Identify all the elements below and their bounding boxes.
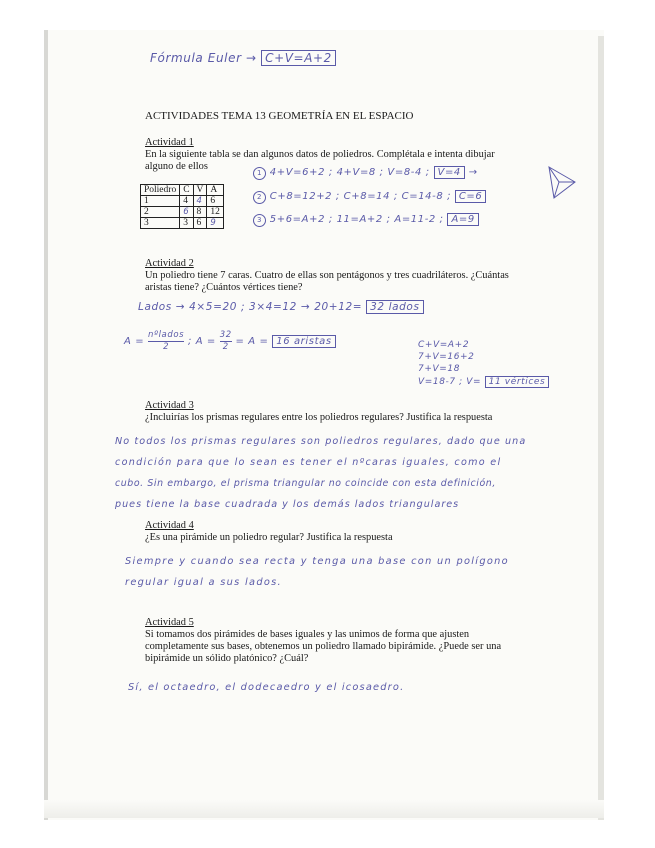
- activity-5-prompt-line-2: completamente sus bases, obtenemos un poliedro llamado bipirámide. ¿Puede ser una: [145, 641, 502, 652]
- lados-answer-boxed: 32 lados: [366, 300, 423, 314]
- euler-line-2: 7+V=16+2: [418, 352, 475, 362]
- euler-line-1: C+V=A+2: [418, 340, 470, 350]
- work-text: 5+6=A+2 ; 11=A+2 ; A=11-2 ;: [269, 214, 444, 225]
- table-header-row: [141, 185, 224, 196]
- activity-4-answer-line-2: regular igual a sus lados.: [125, 577, 282, 588]
- aristas-eq: = A =: [235, 336, 269, 347]
- table-cell: 4: [180, 196, 193, 207]
- aristas-fraction-2: [220, 330, 232, 353]
- lados-text: Lados → 4×5=20 ; 3×4=12 → 20+12=: [138, 301, 363, 313]
- table-cell-handwritten: 4: [193, 196, 207, 207]
- work-line-1: [253, 166, 478, 180]
- sheet-edge-right: [598, 36, 604, 820]
- formula-label: Fórmula Euler →: [150, 51, 257, 65]
- aristas-mid: ; A =: [187, 336, 216, 347]
- activity-3-answer-line-1: No todos los prismas regulares son poliedros regulares, dado que una: [115, 436, 527, 447]
- fraction-denominator: 2: [163, 342, 170, 352]
- table-header-cell: Poliedro: [141, 185, 180, 196]
- table-header-cell: A: [207, 185, 224, 196]
- circled-number: 3: [253, 214, 266, 227]
- euler-line-3: 7+V=18: [418, 364, 461, 374]
- activity-3-answer-line-4: pues tiene la base cuadrada y los demás lados triangulares: [115, 499, 460, 510]
- work-text: C+8=12+2 ; C+8=14 ; C=14-8 ;: [269, 191, 452, 202]
- fraction-numerator: nºlados: [147, 330, 185, 340]
- activity-3-answer-line-2: condición para que lo sean es tener el nºcaras iguales, como el: [115, 457, 502, 468]
- page-title: ACTIVIDADES TEMA 13 GEOMETRÍA EN EL ESPACIO: [145, 110, 414, 122]
- activity-5-prompt-line-1: Si tomamos dos pirámides de bases iguales y las unimos de forma que ajusten: [145, 629, 470, 640]
- activity-2-prompt-line-1: Un poliedro tiene 7 caras. Cuatro de ellas son pentágonos y tres cuadriláteros. ¿Cuántas: [145, 270, 509, 281]
- euler-line-4: [418, 376, 549, 388]
- table-cell-handwritten: 9: [207, 218, 224, 229]
- table-cell: 1: [141, 196, 180, 207]
- tetrahedron-drawing: [545, 164, 579, 202]
- table-cell: 3: [180, 218, 193, 229]
- table-cell: 6: [193, 218, 207, 229]
- fraction-denominator: 2: [222, 342, 229, 352]
- vertices-answer-boxed: 11 vértices: [485, 376, 550, 388]
- polyhedra-table: [140, 184, 224, 229]
- activity-5-answer: Sí, el octaedro, el dodecaedro y el icosaedro.: [128, 682, 405, 693]
- work-text: 4+V=6+2 ; 4+V=8 ; V=8-4 ;: [269, 167, 430, 178]
- activity-4-prompt: ¿Es una pirámide un poliedro regular? Justifica la respuesta: [145, 532, 393, 543]
- euler-last-text: V=18-7 ; V=: [418, 377, 482, 387]
- activity-3-heading: Actividad 3: [145, 400, 194, 411]
- aristas-calculation: [124, 330, 336, 353]
- aristas-prefix: A =: [124, 336, 145, 347]
- activity-3-answer-line-3: cubo. Sin embargo, el prisma triangular no coincide con esta definición,: [115, 478, 496, 489]
- aristas-answer-boxed: 16 aristas: [272, 335, 335, 348]
- table-header-cell: C: [180, 185, 193, 196]
- table-cell: 3: [141, 218, 180, 229]
- work-answer-boxed: A=9: [447, 213, 478, 226]
- activity-1-heading: Actividad 1: [145, 137, 194, 148]
- table-row: [141, 207, 224, 218]
- sheet-edge-bottom: [44, 800, 604, 818]
- table-row: [141, 196, 224, 207]
- activity-5-prompt-line-3: bipirámide un sólido platónico? ¿Cuál?: [145, 653, 309, 664]
- table-row: [141, 218, 224, 229]
- work-answer-boxed: V=4: [434, 166, 465, 179]
- activity-4-answer-line-1: Siempre y cuando sea recta y tenga una base con un polígono: [125, 556, 509, 567]
- sheet-edge-left: [44, 30, 48, 820]
- circled-number: 1: [253, 167, 266, 180]
- activity-2-prompt-line-2: aristas tiene? ¿Cuántos vértices tiene?: [145, 282, 303, 293]
- formula-boxed: C+V=A+2: [261, 50, 336, 66]
- work-line-3: [253, 213, 479, 227]
- table-cell-handwritten: 6: [180, 207, 193, 218]
- work-answer-boxed: C=6: [455, 190, 487, 203]
- work-arrow: →: [468, 167, 478, 178]
- table-cell: 6: [207, 196, 224, 207]
- activity-1-prompt-line-2: alguno de ellos: [145, 161, 208, 172]
- table-cell: 8: [193, 207, 207, 218]
- euler-formula-note: [150, 50, 336, 66]
- activity-5-heading: Actividad 5: [145, 617, 194, 628]
- table-header-cell: V: [193, 185, 207, 196]
- circled-number: 2: [253, 191, 266, 204]
- activity-3-prompt: ¿Incluirías los prismas regulares entre los poliedros regulares? Justifica la respuesta: [145, 412, 493, 423]
- fraction-numerator: 32: [219, 330, 232, 340]
- aristas-fraction: [148, 330, 184, 353]
- table-cell: 2: [141, 207, 180, 218]
- activity-1-prompt-line-1: En la siguiente tabla se dan algunos datos de poliedros. Complétala e intenta dibujar: [145, 149, 495, 160]
- work-line-2: [253, 190, 486, 204]
- activity-2-heading: Actividad 2: [145, 258, 194, 269]
- lados-calculation: [138, 300, 424, 314]
- table-cell: 12: [207, 207, 224, 218]
- activity-4-heading: Actividad 4: [145, 520, 194, 531]
